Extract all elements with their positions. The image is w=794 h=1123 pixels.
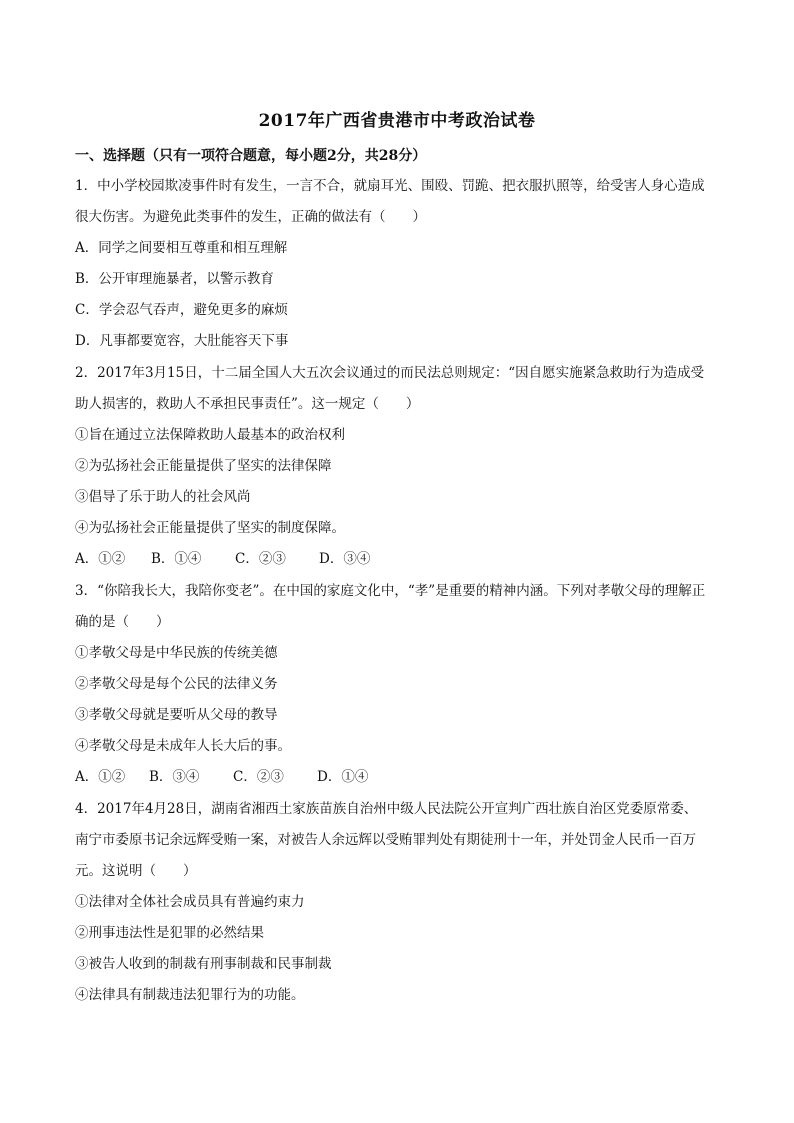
section-heading: 一、选择题（只有一项符合题意，每小题2分，共28分） xyxy=(75,148,427,164)
q2-statement-2: ②为弘扬社会正能量提供了坚实的法律保障 xyxy=(75,458,332,474)
q3-option-c: C．②③ xyxy=(233,769,284,785)
q1-stem-line-1: 1．中小学校园欺凌事件时有发生，一言不合，就扇耳光、围殴、罚跪、把衣服扒照等，给受害人身心造成 xyxy=(75,178,705,194)
q4-statement-1: ①法律对全体社会成员具有普遍约束力 xyxy=(75,894,305,910)
q4-statement-4: ④法律具有制裁违法犯罪行为的功能。 xyxy=(75,987,305,1003)
q3-statement-3: ③孝敬父母就是要听从父母的教导 xyxy=(75,707,278,723)
q4-stem-line-1: 4．2017年4月28日，湖南省湘西土家族苗族自治州中级人民法院公开宣判广西壮族自治区党委原常委、 xyxy=(75,801,698,817)
q4-statement-3: ③被告人收到的制裁有刑事制裁和民事制裁 xyxy=(75,956,332,972)
q1-option-a: A．同学之间要相互尊重和相互理解 xyxy=(75,240,288,256)
q3-stem-line-2: 确的是（ ） xyxy=(75,614,170,630)
q1-option-c: C．学会忍气吞声，避免更多的麻烦 xyxy=(75,302,288,318)
q2-statement-4: ④为弘扬社会正能量提供了坚实的制度保障。 xyxy=(75,520,345,536)
q3-stem-line-1: 3．“你陪我长大，我陪你变老”。在中国的家庭文化中，“孝”是重要的精神内涵。下列对孝敬父母的理解正 xyxy=(75,583,706,599)
q3-option-d: D．①④ xyxy=(317,769,369,785)
q2-statement-3: ③倡导了乐于助人的社会风尚 xyxy=(75,489,251,505)
q3-statement-1: ①孝敬父母是中华民族的传统美德 xyxy=(75,645,278,661)
q2-option-d: D．③④ xyxy=(319,551,371,567)
q3-statement-2: ②孝敬父母是每个公民的法律义务 xyxy=(75,676,278,692)
q1-option-b: B．公开审理施暴者，以警示教育 xyxy=(75,271,274,287)
q4-stem-line-2: 南宁市委原书记余远辉受贿一案，对被告人余远辉以受贿罪判处有期徒刑十一年，并处罚金人民币一百万 xyxy=(75,832,696,848)
q2-options-row xyxy=(75,549,725,569)
q2-statement-1: ①旨在通过立法保障救助人最基本的政治权利 xyxy=(75,427,345,443)
q2-option-c: C．②③ xyxy=(235,551,286,567)
q3-options-row xyxy=(75,767,725,787)
q2-option-b: B．①④ xyxy=(151,551,202,567)
q3-option-a: A．①② xyxy=(75,769,126,785)
q4-statement-2: ②刑事违法性是犯罪的必然结果 xyxy=(75,925,264,941)
q2-option-a: A．①② xyxy=(75,551,126,567)
q2-stem-line-2: 助人损害的，救助人不承担民事责任”。这一规定（ ） xyxy=(75,396,420,412)
q3-option-b: B．③④ xyxy=(149,769,200,785)
q1-option-d: D．凡事都要宽容，大肚能容天下事 xyxy=(75,333,289,349)
page-title: 2017年广西省贵港市中考政治试卷 xyxy=(258,111,536,131)
q2-stem-line-1: 2．2017年3月15日，十二届全国人大五次会议通过的而民法总则规定：“因自愿实施紧急救助行为造成受 xyxy=(75,365,705,381)
q3-statement-4: ④孝敬父母是未成年人长大后的事。 xyxy=(75,738,291,754)
q1-stem-line-2: 很大伤害。为避免此类事件的发生，正确的做法有（ ） xyxy=(75,209,426,225)
q4-stem-line-3: 元。这说明（ ） xyxy=(75,863,197,879)
